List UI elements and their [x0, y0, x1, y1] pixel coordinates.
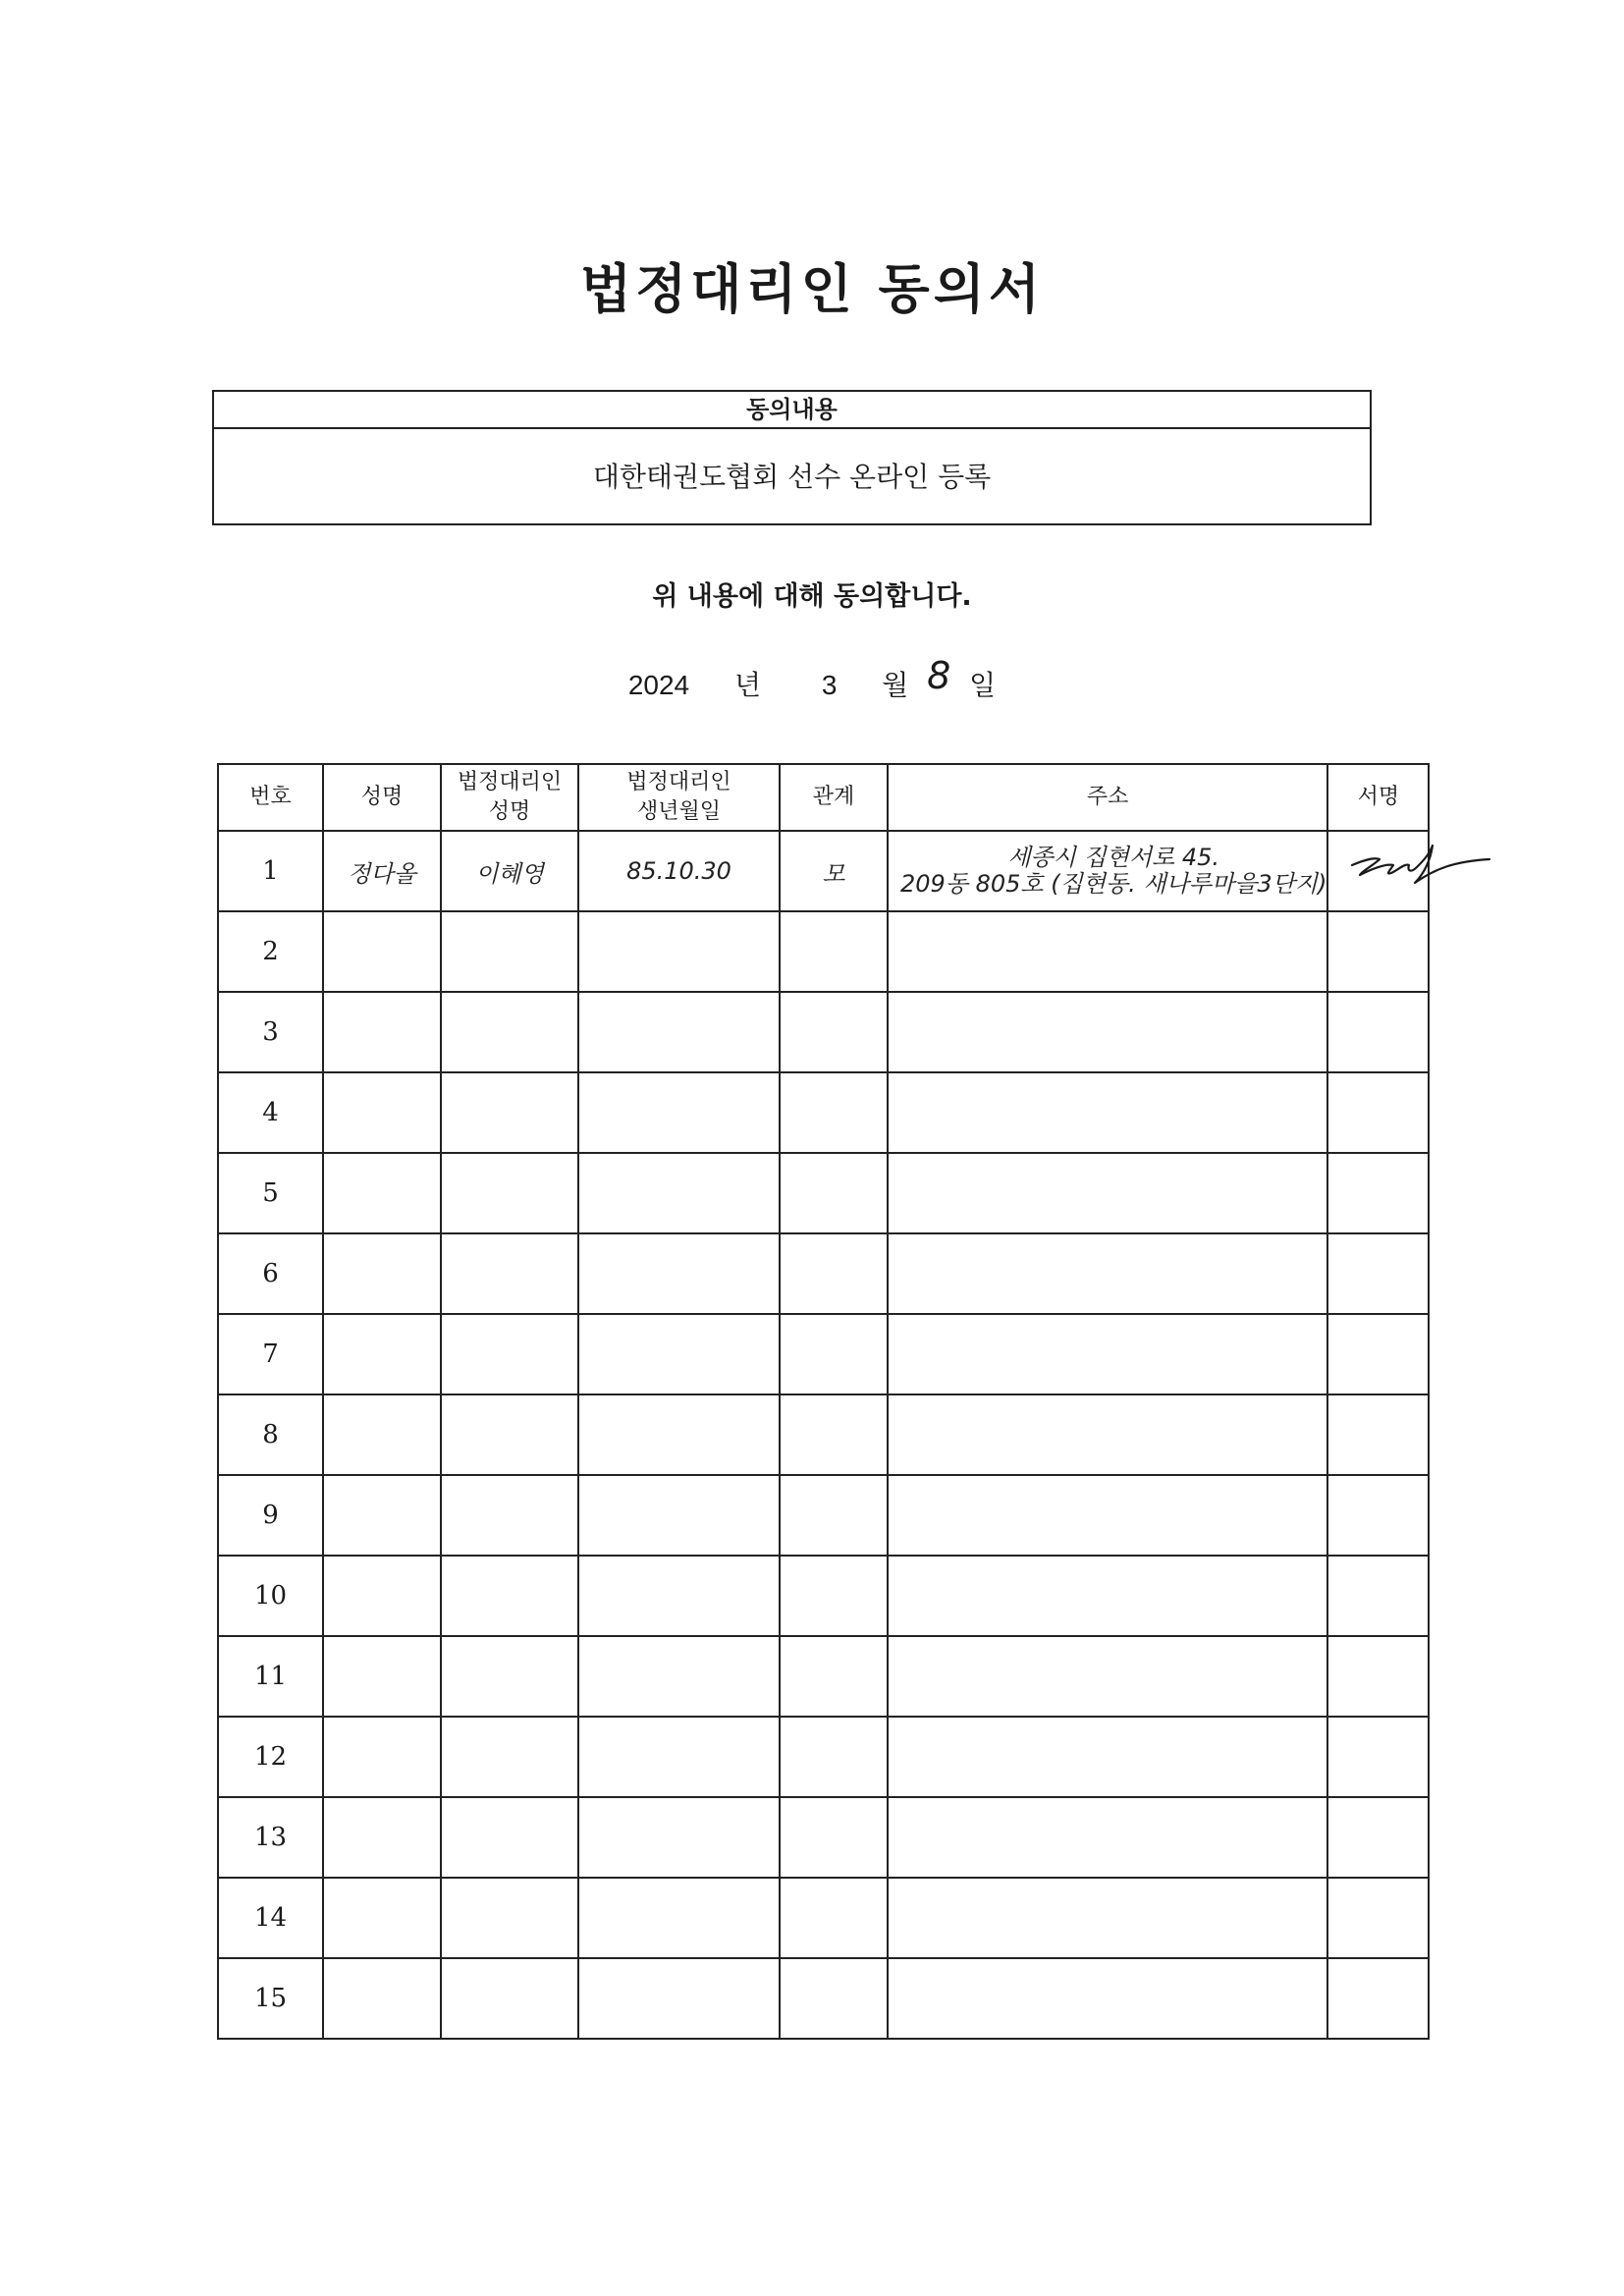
row-name	[323, 1314, 441, 1394]
row-signature	[1327, 1072, 1429, 1153]
date-day-label: 일	[969, 669, 997, 701]
row-signature	[1327, 1797, 1429, 1878]
row-guardian-name	[441, 1153, 578, 1233]
header-no: 번호	[218, 764, 323, 831]
row-address	[888, 1636, 1327, 1717]
row-signature	[1327, 1314, 1429, 1394]
row-guardian-name	[441, 911, 578, 992]
row-name	[323, 1797, 441, 1878]
row-signature	[1327, 1717, 1429, 1797]
row-guardian-name	[441, 1072, 578, 1153]
row-signature	[1327, 1394, 1429, 1475]
table-row	[218, 1717, 1429, 1797]
consent-date	[0, 654, 1624, 703]
date-year: 2024	[627, 670, 690, 700]
row-address	[888, 911, 1327, 992]
row-guardian-birth: 85.10.30	[578, 831, 780, 911]
row-guardian-birth	[578, 992, 780, 1072]
row-number: 10	[218, 1556, 323, 1636]
row-guardian-birth	[578, 1878, 780, 1958]
header-guardian-name-line1: 법정대리인	[457, 770, 563, 794]
row-relation	[780, 1958, 888, 2039]
row-relation	[780, 1717, 888, 1797]
date-month: 3	[821, 670, 838, 700]
row-name	[323, 1072, 441, 1153]
handwritten-signature-icon	[1346, 836, 1493, 895]
row-number: 11	[218, 1636, 323, 1717]
row-name	[323, 1878, 441, 1958]
row-signature	[1327, 1878, 1429, 1958]
table-row	[218, 1314, 1429, 1394]
row-signature	[1327, 1233, 1429, 1314]
row-guardian-name	[441, 1475, 578, 1556]
consent-content-text: 대한태권도협회 선수 온라인 등록	[592, 461, 992, 493]
date-year-label: 년	[733, 669, 762, 701]
row-number: 6	[218, 1233, 323, 1314]
row-guardian-birth	[578, 1475, 780, 1556]
row-signature	[1327, 831, 1429, 911]
row-guardian-birth	[578, 1233, 780, 1314]
row-signature	[1327, 1958, 1429, 2039]
row-guardian-birth	[578, 1153, 780, 1233]
row-relation	[780, 1394, 888, 1475]
row-name	[323, 1958, 441, 2039]
row-signature	[1327, 1153, 1429, 1233]
header-address: 주소	[888, 764, 1327, 831]
row-relation	[780, 1153, 888, 1233]
row-name	[323, 1636, 441, 1717]
row-relation	[780, 1072, 888, 1153]
row-address	[888, 992, 1327, 1072]
table-row	[218, 1797, 1429, 1878]
row-signature	[1327, 1636, 1429, 1717]
row-signature	[1327, 992, 1429, 1072]
row-relation	[780, 992, 888, 1072]
row-guardian-name	[441, 1797, 578, 1878]
row-guardian-name	[441, 1394, 578, 1475]
guardian-table	[217, 763, 1430, 2040]
table-row	[218, 831, 1429, 911]
row-address	[888, 1556, 1327, 1636]
row-relation	[780, 1233, 888, 1314]
header-guardian-birth-line2: 생년월일	[636, 799, 721, 824]
row-relation	[780, 1475, 888, 1556]
row-name	[323, 1394, 441, 1475]
row-name	[323, 911, 441, 992]
table-row	[218, 1072, 1429, 1153]
row-guardian-name	[441, 1233, 578, 1314]
row-number: 14	[218, 1878, 323, 1958]
row-guardian-birth	[578, 1394, 780, 1475]
header-name: 성명	[323, 764, 441, 831]
row-number: 12	[218, 1717, 323, 1797]
row-address	[888, 1878, 1327, 1958]
row-guardian-birth	[578, 1314, 780, 1394]
agree-statement: 위 내용에 대해 동의합니다.	[652, 581, 972, 612]
row-guardian-birth	[578, 1556, 780, 1636]
row-address	[888, 1072, 1327, 1153]
table-row	[218, 992, 1429, 1072]
row-guardian-name	[441, 1717, 578, 1797]
row-address-line1: 세종시 집현서로 45.	[1007, 844, 1220, 871]
row-address	[888, 1958, 1327, 2039]
row-address	[888, 1394, 1327, 1475]
row-guardian-birth	[578, 1717, 780, 1797]
table-row	[218, 911, 1429, 992]
row-relation	[780, 1314, 888, 1394]
row-guardian-name: 이혜영	[441, 831, 578, 911]
row-signature	[1327, 1556, 1429, 1636]
row-relation	[780, 1797, 888, 1878]
row-guardian-birth	[578, 911, 780, 992]
header-signature: 서명	[1327, 764, 1429, 831]
row-relation	[780, 1636, 888, 1717]
row-guardian-name	[441, 1958, 578, 2039]
table-row	[218, 1475, 1429, 1556]
row-address	[888, 831, 1327, 911]
row-relation: 모	[780, 831, 888, 911]
header-guardian-birth	[578, 764, 780, 831]
row-relation	[780, 911, 888, 992]
row-name	[323, 992, 441, 1072]
row-relation	[780, 1878, 888, 1958]
consent-content-header: 동의내용	[214, 392, 1370, 429]
row-guardian-birth	[578, 1636, 780, 1717]
row-address-line2: 209동 805호 (집현동. 새나루마을3단지)	[900, 870, 1327, 898]
row-number: 7	[218, 1314, 323, 1394]
table-row	[218, 1556, 1429, 1636]
table-row	[218, 1636, 1429, 1717]
row-guardian-name	[441, 1314, 578, 1394]
table-row	[218, 1878, 1429, 1958]
row-guardian-name	[441, 1636, 578, 1717]
table-row	[218, 1394, 1429, 1475]
row-number: 15	[218, 1958, 323, 2039]
row-guardian-birth	[578, 1958, 780, 2039]
row-signature	[1327, 911, 1429, 992]
row-signature	[1327, 1475, 1429, 1556]
row-guardian-birth	[578, 1072, 780, 1153]
row-name	[323, 1233, 441, 1314]
date-month-label: 월	[882, 669, 909, 701]
row-address	[888, 1153, 1327, 1233]
row-address	[888, 1233, 1327, 1314]
row-guardian-name	[441, 1878, 578, 1958]
row-number: 13	[218, 1797, 323, 1878]
table-header-row	[218, 764, 1429, 831]
header-guardian-name	[441, 764, 578, 831]
row-number: 5	[218, 1153, 323, 1233]
date-day-handwritten: 8	[927, 654, 951, 697]
header-guardian-birth-line1: 법정대리인	[626, 770, 731, 794]
table-row	[218, 1958, 1429, 2039]
row-address	[888, 1314, 1327, 1394]
row-guardian-name	[441, 1556, 578, 1636]
row-address	[888, 1475, 1327, 1556]
row-address	[888, 1717, 1327, 1797]
row-name	[323, 1153, 441, 1233]
row-number: 4	[218, 1072, 323, 1153]
row-name	[323, 1475, 441, 1556]
row-number: 1	[218, 831, 323, 911]
page-title: 법정대리인 동의서	[579, 258, 1045, 320]
row-name	[323, 1717, 441, 1797]
row-address	[888, 1797, 1327, 1878]
row-guardian-birth	[578, 1797, 780, 1878]
row-name: 정다올	[323, 831, 441, 911]
row-name	[323, 1556, 441, 1636]
row-relation	[780, 1556, 888, 1636]
header-relation: 관계	[780, 764, 888, 831]
consent-content-box	[212, 390, 1372, 525]
row-number: 2	[218, 911, 323, 992]
row-number: 8	[218, 1394, 323, 1475]
row-guardian-name	[441, 992, 578, 1072]
row-number: 3	[218, 992, 323, 1072]
table-row	[218, 1233, 1429, 1314]
header-guardian-name-line2: 성명	[488, 799, 531, 824]
table-row	[218, 1153, 1429, 1233]
row-number: 9	[218, 1475, 323, 1556]
